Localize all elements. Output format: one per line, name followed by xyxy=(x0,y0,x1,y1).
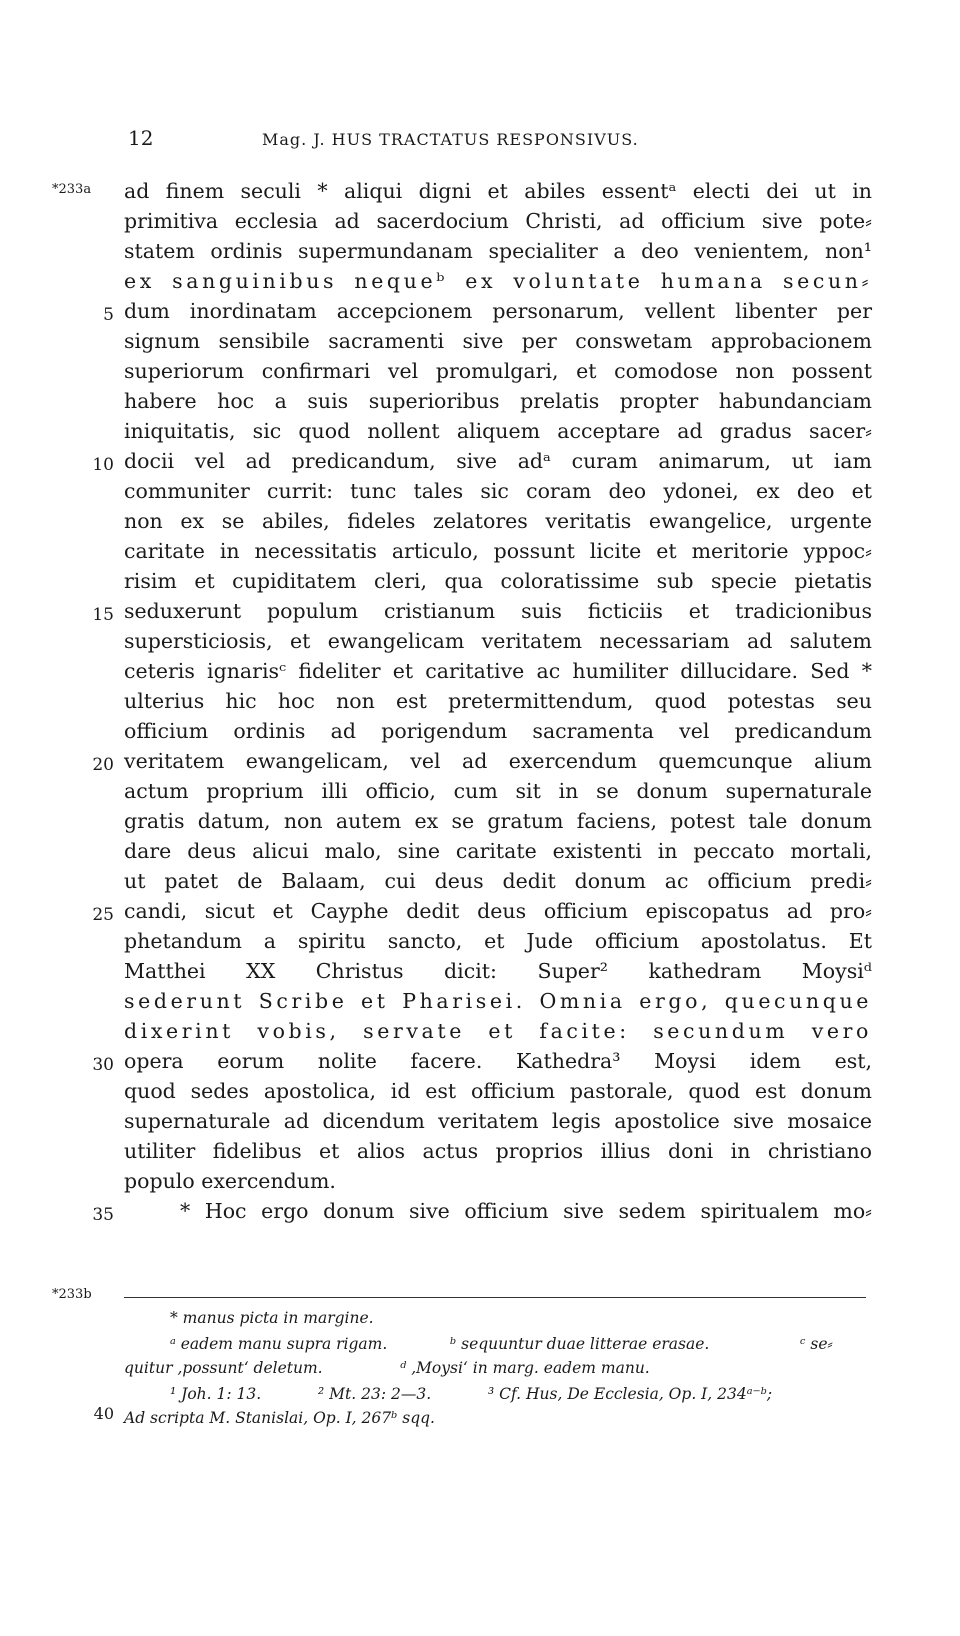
text-line: utiliter fidelibus et alios actus proprios illius doni in christiano xyxy=(124,1139,872,1163)
source-note-continued: Ad scripta M. Stanislai, Op. I, 267ᵇ sqq. xyxy=(124,1409,435,1427)
text-line: ut patet de Balaam, cui deus dedit donum ac officium predi⸗ xyxy=(124,869,872,893)
text-line: dum inordinatam accepcionem personarum, vellent libenter per xyxy=(124,299,872,323)
text-line: populo exercendum. xyxy=(124,1169,336,1193)
text-line: phetandum a spiritu sancto, et Jude officium apostolatus. Et xyxy=(124,929,872,953)
text-line: candi, sicut et Cayphe dedit deus officium episcopatus ad pro⸗ xyxy=(124,899,872,923)
text-line: veritatem ewangelicam, vel ad exercendum quemcunque alium xyxy=(124,749,872,773)
source-note-2: ² Mt. 23: 2—3. xyxy=(318,1385,432,1403)
margin-folio-reference: *233b xyxy=(52,1287,92,1302)
text-line: Matthei XX Christus dicit: Super² kathedram Moysiᵈ xyxy=(124,959,872,983)
text-line: gratis datum, non autem ex se gratum faciens, potest tale donum xyxy=(124,809,872,833)
text-line: communiter currit: tunc tales sic coram deo ydonei, ex deo et xyxy=(124,479,872,503)
running-header xyxy=(118,126,838,156)
text-line: supernaturale ad dicendum veritatem legis apostolice sive mosaice xyxy=(124,1109,872,1133)
line-number: 40 xyxy=(93,1404,114,1423)
text-line: habere hoc a suis superioribus prelatis propter habundanciam xyxy=(124,389,872,413)
line-number: 25 xyxy=(92,905,114,925)
text-line: sederunt Scribe et Pharisei. Omnia ergo, quecunque xyxy=(124,989,872,1013)
footnote-rule xyxy=(124,1297,866,1298)
text-line: ceteris ignarisᶜ fideliter et caritative ac humiliter dillucidare. Sed * xyxy=(124,659,872,683)
text-line: non ex se abiles, fideles zelatores veritatis ewangelice, urgente xyxy=(124,509,872,533)
line-number: 35 xyxy=(92,1205,114,1225)
running-title: Mag. J. HUS TRACTATUS RESPONSIVUS. xyxy=(262,130,639,149)
text-line: actum proprium illi officio, cum sit in se donum supernaturale xyxy=(124,779,872,803)
text-line: officium ordinis ad porigendum sacramenta vel predicandum xyxy=(124,719,872,743)
margin-folio-reference: *233a xyxy=(52,182,92,197)
text-line: dixerint vobis, servate et facite: secundum vero xyxy=(124,1019,872,1043)
text-line: ad finem seculi * aliqui digni et abiles essentᵃ electi dei ut in xyxy=(124,179,872,203)
line-number: 5 xyxy=(103,305,114,325)
page-number: 12 xyxy=(128,126,154,150)
footnote-b: ᵇ sequuntur duae litterae erasae. xyxy=(450,1335,710,1353)
text-line: docii vel ad predicandum, sive adᵃ curam animarum, ut iam xyxy=(124,449,872,473)
line-number: 10 xyxy=(92,455,114,475)
text-line: opera eorum nolite facere. Kathedra³ Moysi idem est, xyxy=(124,1049,872,1073)
text-line: statem ordinis supermundanam specialiter a deo venientem, non¹ xyxy=(124,239,872,263)
text-line: signum sensibile sacramenti sive per conswetam approbacionem xyxy=(124,329,872,353)
text-line: dare deus alicui malo, sine caritate existenti in peccato mortali, xyxy=(124,839,872,863)
footnote-c: ᶜ se⸗ xyxy=(800,1335,833,1353)
text-line: iniquitatis, sic quod nollent aliquem acceptare ad gradus sacer⸗ xyxy=(124,419,872,443)
footnote-c-continued: quitur ‚possunt‘ deletum. xyxy=(124,1359,323,1377)
text-line: risim et cupiditatem cleri, qua coloratissime sub specie pietatis xyxy=(124,569,872,593)
text-line: ex sanguinibus nequeᵇ ex voluntate humana secun⸗ xyxy=(124,269,872,293)
text-line: superiorum confirmari vel promulgari, et comodose non possent xyxy=(124,359,872,383)
text-line: quod sedes apostolica, id est officium pastorale, quod est donum xyxy=(124,1079,872,1103)
footnote-star: * manus picta in margine. xyxy=(170,1309,374,1327)
text-line: caritate in necessitatis articulo, possunt licite et meritorie yppoc⸗ xyxy=(124,539,872,563)
footnote-d: ᵈ ‚Moysi‘ in marg. eadem manu. xyxy=(400,1359,650,1377)
footnote-a: ᵃ eadem manu supra rigam. xyxy=(170,1335,388,1353)
line-number: 30 xyxy=(92,1055,114,1075)
source-note-1: ¹ Joh. 1: 13. xyxy=(170,1385,262,1403)
text-line: primitiva ecclesia ad sacerdocium Christi, ad officium sive pote⸗ xyxy=(124,209,872,233)
text-line: supersticiosis, et ewangelicam veritatem necessariam ad salutem xyxy=(124,629,872,653)
text-line: seduxerunt populum cristianum suis ficticiis et tradicionibus xyxy=(124,599,872,623)
line-number: 15 xyxy=(92,605,114,625)
line-number: 20 xyxy=(92,755,114,775)
text-line: ulterius hic hoc non est pretermittendum, quod potestas seu xyxy=(124,689,872,713)
text-line: * Hoc ergo donum sive officium sive sedem spiritualem mo⸗ xyxy=(180,1199,872,1223)
source-note-3: ³ Cf. Hus, De Ecclesia, Op. I, 234ᵃ⁻ᵇ; xyxy=(488,1385,773,1403)
